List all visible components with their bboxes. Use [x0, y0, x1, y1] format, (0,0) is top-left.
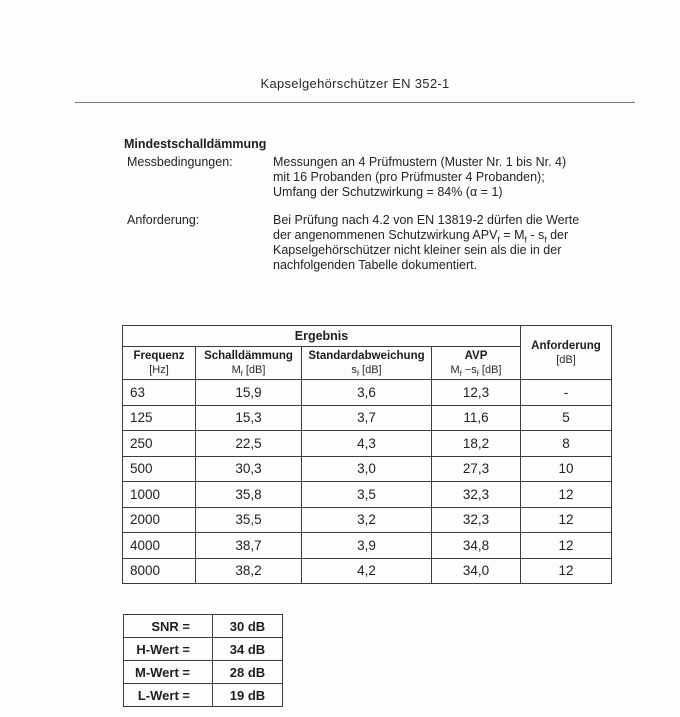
anforderung-cell: 8: [521, 431, 612, 457]
avp-cell: 32,3: [432, 507, 521, 533]
schalldaemmung-header-line1: Schalldämmung: [204, 350, 293, 362]
summary-table: [123, 614, 283, 707]
messbedingungen-row: [127, 155, 566, 200]
standardabweichung-cell: 3,2: [302, 507, 432, 533]
anforderung-cell: 5: [521, 405, 612, 431]
header-rule: [75, 102, 635, 103]
avp-cell: 34,0: [432, 558, 521, 584]
anforderung-header-line2: [dB]: [556, 353, 576, 366]
frequenz-cell: 500: [123, 456, 196, 482]
avp-header-cell: [432, 347, 521, 380]
anforderung-cell: 12: [521, 482, 612, 508]
results-row: [123, 482, 612, 508]
results-row: [123, 456, 612, 482]
standardabweichung-cell: 3,0: [302, 456, 432, 482]
schalldaemmung-cell: 35,8: [196, 482, 302, 508]
summary-label-cell: SNR =: [124, 615, 213, 638]
anforderung-label: Anforderung:: [127, 213, 200, 227]
summary-label-cell: L-Wert =: [124, 684, 213, 707]
results-row: [123, 405, 612, 431]
avp-cell: 27,3: [432, 456, 521, 482]
standardabweichung-cell: 4,2: [302, 558, 432, 584]
avp-cell: 34,8: [432, 533, 521, 559]
summary-row: [124, 661, 283, 684]
results-table-header: [123, 326, 612, 380]
anforderung-cell: 12: [521, 507, 612, 533]
text-line: der angenommenen Schutzwirkung $APV_f = M_f - s_f$ der: [273, 228, 569, 245]
anforderung-cell: 12: [521, 533, 612, 559]
summary-value-cell: 19 dB: [213, 684, 283, 707]
messbedingungen-text: [273, 155, 566, 200]
summary-label-cell: M-Wert =: [124, 661, 213, 684]
results-table-body: [123, 380, 612, 584]
frequenz-cell: 125: [123, 405, 196, 431]
anforderung-row: [127, 213, 579, 273]
frequenz-cell: 63: [123, 380, 196, 406]
summary-value-cell: 30 dB: [213, 615, 283, 638]
summary-row: [124, 684, 283, 707]
standardabweichung-cell: 3,7: [302, 405, 432, 431]
frequenz-cell: 2000: [123, 507, 196, 533]
text-line: Messungen an 4 Prüfmustern (Muster Nr. 1 bis Nr. 4): [273, 155, 567, 169]
summary-row: [124, 615, 283, 638]
avp-cell: 18,2: [432, 431, 521, 457]
standardabweichung-header-line1: Standardabweichung: [308, 350, 425, 362]
messbedingungen-label: Messbedingungen:: [127, 155, 233, 169]
section-heading: Mindestschalldämmung: [124, 137, 267, 151]
text-line: nachfolgenden Tabelle dokumentiert.: [273, 258, 478, 272]
text-line: Bei Prüfung nach 4.2 von EN 13819-2 dürfen die Werte: [273, 213, 580, 227]
schalldaemmung-cell: 30,3: [196, 456, 302, 482]
text-line: Kapselgehörschützer nicht kleiner sein als die in der: [273, 243, 562, 257]
schalldaemmung-cell: 35,5: [196, 507, 302, 533]
summary-label-cell: H-Wert =: [124, 638, 213, 661]
schalldaemmung-cell: 22,5: [196, 431, 302, 457]
anforderung-cell: 12: [521, 558, 612, 584]
frequenz-cell: 250: [123, 431, 196, 457]
anforderung-header-cell: [521, 326, 612, 380]
anforderung-text: [273, 213, 579, 273]
frequenz-cell: 4000: [123, 533, 196, 559]
results-row: [123, 533, 612, 559]
summary-table-body: [124, 615, 283, 707]
summary-row: [124, 638, 283, 661]
avp-header-line1: AVP: [464, 350, 488, 362]
results-row: [123, 558, 612, 584]
frequenz-header-line2: [Hz]: [149, 364, 169, 376]
results-header-group-row: [123, 326, 612, 347]
results-table: [122, 325, 612, 584]
schalldaemmung-cell: 15,3: [196, 405, 302, 431]
anforderung-cell: 10: [521, 456, 612, 482]
text-line: mit 16 Probanden (pro Prüfmuster 4 Probanden);: [273, 170, 545, 184]
results-row: [123, 380, 612, 406]
frequenz-header-line1: Frequenz: [133, 350, 185, 362]
results-title-cell: Ergebnis: [123, 326, 521, 347]
avp-header-line2: $M_f -s_f$ [dB]: [450, 364, 502, 379]
anforderung-header-line1: Anforderung: [531, 339, 601, 352]
schalldaemmung-cell: 38,2: [196, 558, 302, 584]
standardabweichung-cell: 3,5: [302, 482, 432, 508]
avp-cell: 12,3: [432, 380, 521, 406]
summary-value-cell: 28 dB: [213, 661, 283, 684]
frequenz-cell: 1000: [123, 482, 196, 508]
schalldaemmung-header-cell: [196, 347, 302, 380]
avp-cell: 32,3: [432, 482, 521, 508]
results-row: [123, 431, 612, 457]
standardabweichung-header-line2: $s_f$ [dB]: [351, 364, 382, 379]
avp-cell: 11,6: [432, 405, 521, 431]
standardabweichung-cell: 3,9: [302, 533, 432, 559]
standardabweichung-cell: 3,6: [302, 380, 432, 406]
summary-value-cell: 34 dB: [213, 638, 283, 661]
results-row: [123, 507, 612, 533]
frequenz-header-cell: [123, 347, 196, 380]
page-title: Kapselgehörschützer EN 352-1: [260, 76, 450, 91]
standardabweichung-cell: 4,3: [302, 431, 432, 457]
schalldaemmung-cell: 15,9: [196, 380, 302, 406]
frequenz-cell: 8000: [123, 558, 196, 584]
schalldaemmung-header-line2: $M_f$ [dB]: [231, 364, 266, 379]
text-line: Umfang der Schutzwirkung = 84% (α = 1): [273, 185, 503, 199]
anforderung-cell: -: [521, 380, 612, 406]
standardabweichung-header-cell: [302, 347, 432, 380]
schalldaemmung-cell: 38,7: [196, 533, 302, 559]
